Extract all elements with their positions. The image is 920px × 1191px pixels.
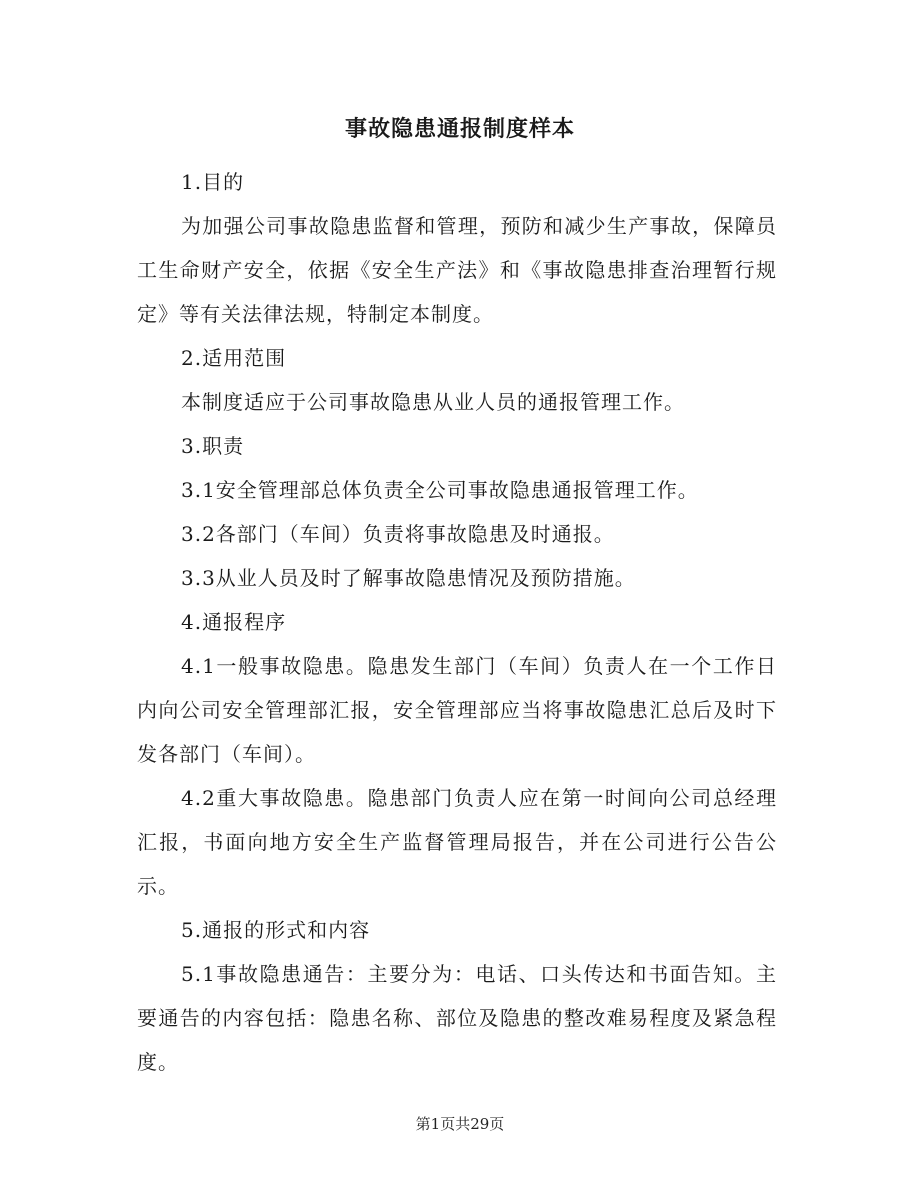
section-heading-procedure: 4.通报程序 [181, 610, 287, 634]
paragraph-responsibility-3-2: 3.2各部门（车间）负责将事故隐患及时通报。 [181, 522, 615, 546]
paragraph-purpose: 为加强公司事故隐患监督和管理，预防和减少生产事故，保障员工生命财产安全，依据《安全生产法》和《事故隐患排查治理暂行规定》等有关法律法规，特制定本制度。 [137, 214, 777, 326]
section-heading-scope: 2.适用范围 [181, 346, 287, 370]
document-title: 事故隐患通报制度样本 [344, 116, 575, 142]
paragraph-procedure-4-2: 4.2重大事故隐患。隐患部门负责人应在第一时间向公司总经理汇报，书面向地方安全生产监督管理局报告，并在公司进行公告公示。 [137, 786, 777, 898]
document-body [137, 160, 777, 1084]
paragraph-form-content-5-1: 5.1事故隐患通告：主要分为：电话、口头传达和书面告知。主要通告的内容包括：隐患名称、部位及隐患的整改难易程度及紧急程度。 [137, 962, 777, 1074]
section-heading-form-content: 5.通报的形式和内容 [181, 918, 371, 942]
section-heading-responsibilities: 3.职责 [181, 434, 245, 458]
paragraph-responsibility-3-3: 3.3从业人员及时了解事故隐患情况及预防措施。 [181, 566, 636, 590]
section-heading-purpose: 1.目的 [181, 170, 245, 194]
paragraph-scope: 本制度适应于公司事故隐患从业人员的通报管理工作。 [181, 390, 685, 414]
paragraph-procedure-4-1: 4.1一般事故隐患。隐患发生部门（车间）负责人在一个工作日内向公司安全管理部汇报，安全管理部应当将事故隐患汇总后及时下发各部门（车间）。 [137, 654, 777, 766]
paragraph-responsibility-3-1: 3.1安全管理部总体负责全公司事故隐患通报管理工作。 [181, 478, 699, 502]
page-number: 第1页共29页 [415, 1115, 505, 1133]
